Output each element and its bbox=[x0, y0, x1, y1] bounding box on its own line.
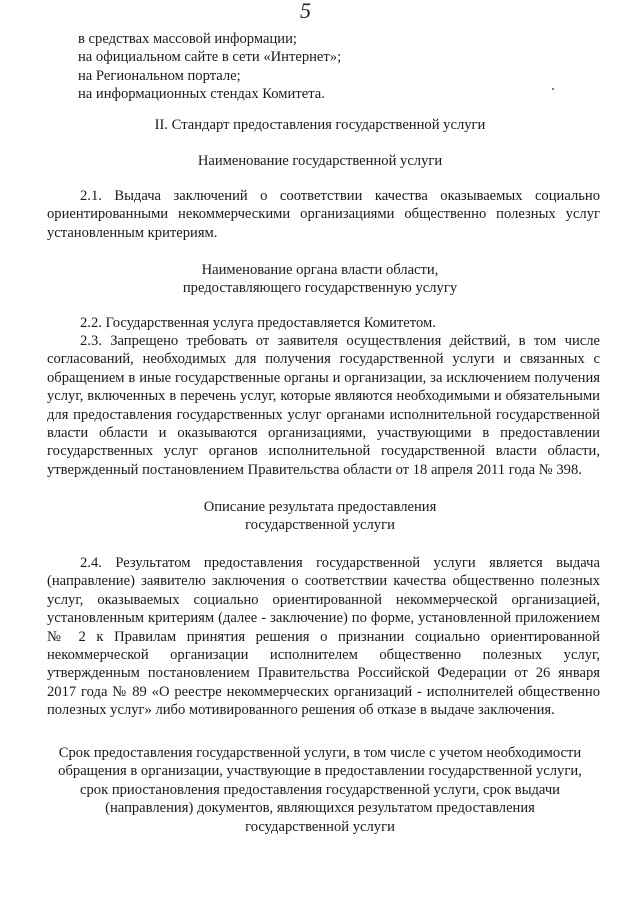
heading-organ bbox=[40, 261, 600, 298]
intro-line: на Региональном портале; bbox=[78, 67, 241, 84]
scan-speck bbox=[552, 88, 554, 90]
paragraph-2-2 bbox=[47, 314, 600, 332]
paragraph-2-4-text: 2.4. Результатом предоставления государственной услуги является выдача (направление) заявителю заключения о соответствии качества общественно полезных услуг, оказываемых социально ориентированной некоммерческой организацией, установленным критериям (далее - заключение) по форме, установленной приложением № 2 к Правилам принятия решения о признании социально ориентированной некоммерческой организации исполнителем общественно полезных услуг, утвержденным постановлением Правительства Российской Федерации от 26 января 2017 года № 89 «О реестре некоммерческих организаций - исполнителей общественно полезных услуг» либо мотивированного решения об отказе в выдаче заключения. bbox=[47, 555, 600, 719]
paragraph-2-1-text: 2.1. Выдача заключений о соответствии качества оказываемых социально ориентированными некоммерческими организациями общественно полезных услуг установленным критериям. bbox=[47, 188, 600, 241]
section-title: II. Стандарт предоставления государственной услуги bbox=[154, 117, 486, 133]
heading-term-line-2: обращения в организации, участвующие в предоставлении государственной услуги, bbox=[58, 763, 582, 780]
heading-service-name: Наименование государственной услуги bbox=[197, 153, 443, 169]
intro-line: на информационных стендах Комитета. bbox=[78, 86, 325, 103]
heading-term bbox=[30, 744, 610, 836]
paragraph-2-1 bbox=[47, 187, 600, 242]
heading-organ-line-1: Наименование органа власти области, bbox=[201, 262, 439, 278]
paragraph-2-4 bbox=[47, 554, 600, 720]
heading-term-line-4: (направления) документов, являющихся результатом предоставления bbox=[105, 800, 535, 817]
heading-result-line-2: государственной услуги bbox=[245, 517, 395, 534]
heading-term-line-3: срок приостановления предоставления государственной услуги, срок выдачи bbox=[80, 781, 560, 798]
intro-line: на официальном сайте в сети «Интернет»; bbox=[78, 49, 342, 66]
heading-organ-line-2: предоставляющего государственную услугу bbox=[182, 280, 458, 297]
heading-term-line-1: Срок предоставления государственной услуги, в том числе с учетом необходимости bbox=[58, 745, 582, 761]
heading-result bbox=[40, 498, 600, 535]
intro-list bbox=[78, 30, 598, 104]
heading-result-line-1: Описание результата предоставления bbox=[203, 499, 437, 515]
paragraph-2-2-text: 2.2. Государственная услуга предоставляется Комитетом. bbox=[80, 315, 436, 331]
paragraph-2-3 bbox=[47, 332, 600, 479]
page-number: 5 bbox=[300, 0, 311, 23]
heading-term-line-5: государственной услуги bbox=[245, 818, 395, 835]
paragraph-2-3-text: 2.3. Запрещено требовать от заявителя осуществления действий, в том числе согласований, необходимых для получения государственной услуги и связанных с обращением в иные государственные органы и организации, за исключением получения услуг, включенных в перечень услуг, которые являются необходимыми и обязательными для предоставления государственных услуг органами исполнительной государственной власти области и оказываются организациями, участвующими в предоставлении государственных услуг органов исполнительной государственной власти области, утвержденный постановлением Правительства области от 18 апреля 2011 года № 398. bbox=[47, 333, 600, 478]
intro-line: в средствах массовой информации; bbox=[78, 31, 297, 47]
